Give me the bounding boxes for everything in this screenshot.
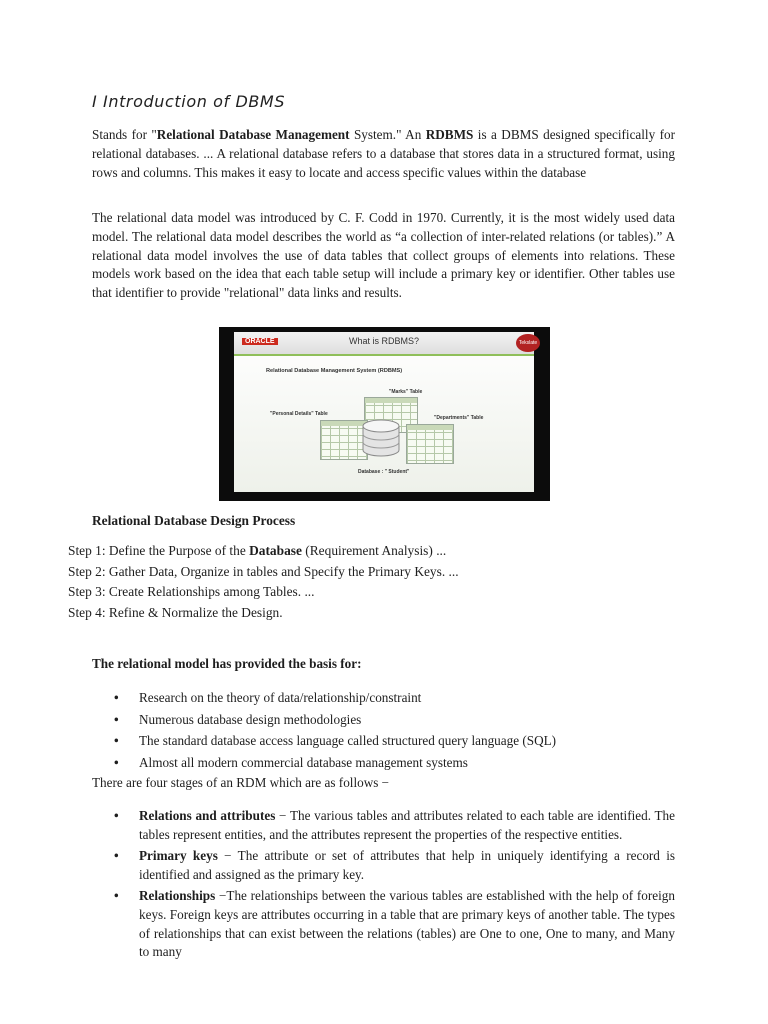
- list-item: • Research on the theory of data/relationship/constraint: [114, 687, 674, 709]
- p1-bold-term: Relational Database Management: [156, 127, 350, 142]
- design-steps-list: [68, 541, 668, 624]
- slide-subtitle: Relational Database Management System (RDBMS): [266, 368, 403, 374]
- rdbms-slide-image: [219, 327, 550, 501]
- list-item: [114, 847, 675, 884]
- document-title: I Introduction of DBMS: [92, 92, 286, 111]
- slide-header: [234, 332, 538, 356]
- stages-list: [114, 807, 675, 965]
- stage-text: − The various tables and attributes related to each table are identified. The tables represent entities, and the attributes represent the properties of the respective entities.: [139, 808, 675, 842]
- oracle-logo: ORACLE: [242, 338, 278, 345]
- tekslate-logo: Tekslate: [516, 334, 540, 352]
- stage-term: Relations and attributes: [139, 808, 276, 823]
- design-process-heading: Relational Database Design Process: [92, 513, 296, 528]
- step-text: Step 1: Define the Purpose of the: [68, 543, 250, 558]
- p1-text-c: System." An: [349, 127, 426, 142]
- list-item: [68, 562, 668, 583]
- p1-text-a: Stands for ": [92, 127, 157, 142]
- label-personal-table: "Personal Details" Table: [270, 411, 328, 417]
- step-text-end: (Requirement Analysis) ...: [301, 543, 447, 558]
- label-departments-table: "Departments" Table: [434, 415, 484, 421]
- stage-text: −The relationships between the various tables are established with the help of foreign keys. Foreign keys are attributes occurring in a table that are primary keys of another table. The types of relationships that can exist between the relations (tables) are One to one, One to many, and Many to many: [139, 888, 675, 960]
- stages-intro: There are four stages of an RDM which are as follows −: [92, 775, 390, 790]
- basis-heading: The relational model has provided the basis for:: [92, 656, 362, 671]
- step-text: Step 3: Create Relationships among Tables. ...: [68, 584, 315, 600]
- step-text: Step 2: Gather Data, Organize in tables and Specify the Primary Keys. ...: [68, 563, 459, 579]
- list-item: • The standard database access language called structured query language (SQL): [114, 730, 674, 752]
- slide-title: What is RDBMS?: [348, 336, 419, 346]
- stage-term: Primary keys: [139, 848, 218, 864]
- database-cylinder-icon: [360, 418, 402, 458]
- list-item: [68, 582, 668, 603]
- step-bold: Database: [249, 543, 302, 558]
- list-item: [114, 807, 675, 844]
- label-marks-table: "Marks" Table: [389, 389, 423, 395]
- basis-list: [114, 687, 674, 773]
- list-item: [68, 541, 668, 562]
- p1-bold-rdbms: RDBMS: [425, 127, 474, 142]
- intro-paragraph-2: The relational data model was introduced by C. F. Codd in 1970. Currently, it is the most widely used data model. The relational data model describes the world as “a collection of inter-related relations (or tables).” A relational data model involves the use of data tables that collect groups of elements into relations. These models work based on the idea that each table setup will include a primary key or identifier. Other tables use that identifier to provide "relational" data links and results.: [92, 210, 675, 301]
- label-database: Database : " Student": [358, 469, 410, 475]
- list-item: • Almost all modern commercial database management systems: [114, 752, 674, 774]
- departments-table-graphic: [406, 424, 454, 464]
- step-text: Step 4: Refine & Normalize the Design.: [68, 605, 283, 621]
- stage-term: Relationships: [139, 888, 216, 904]
- intro-paragraph-1: [92, 126, 675, 182]
- stage-text: − The attribute or set of attributes that help in uniquely identifying a record is identified and assigned as the primary key.: [139, 848, 676, 882]
- list-item: • Numerous database design methodologies: [114, 709, 674, 731]
- list-item: [114, 887, 675, 961]
- list-item: [68, 603, 668, 624]
- slide: [234, 332, 538, 492]
- p1-text-e: is a DBMS designed specifically for relational databases. ... A relational database refers to a database that stores data in a structured format, using rows and columns. This makes it easy to locate and access specific values within the database: [92, 127, 675, 180]
